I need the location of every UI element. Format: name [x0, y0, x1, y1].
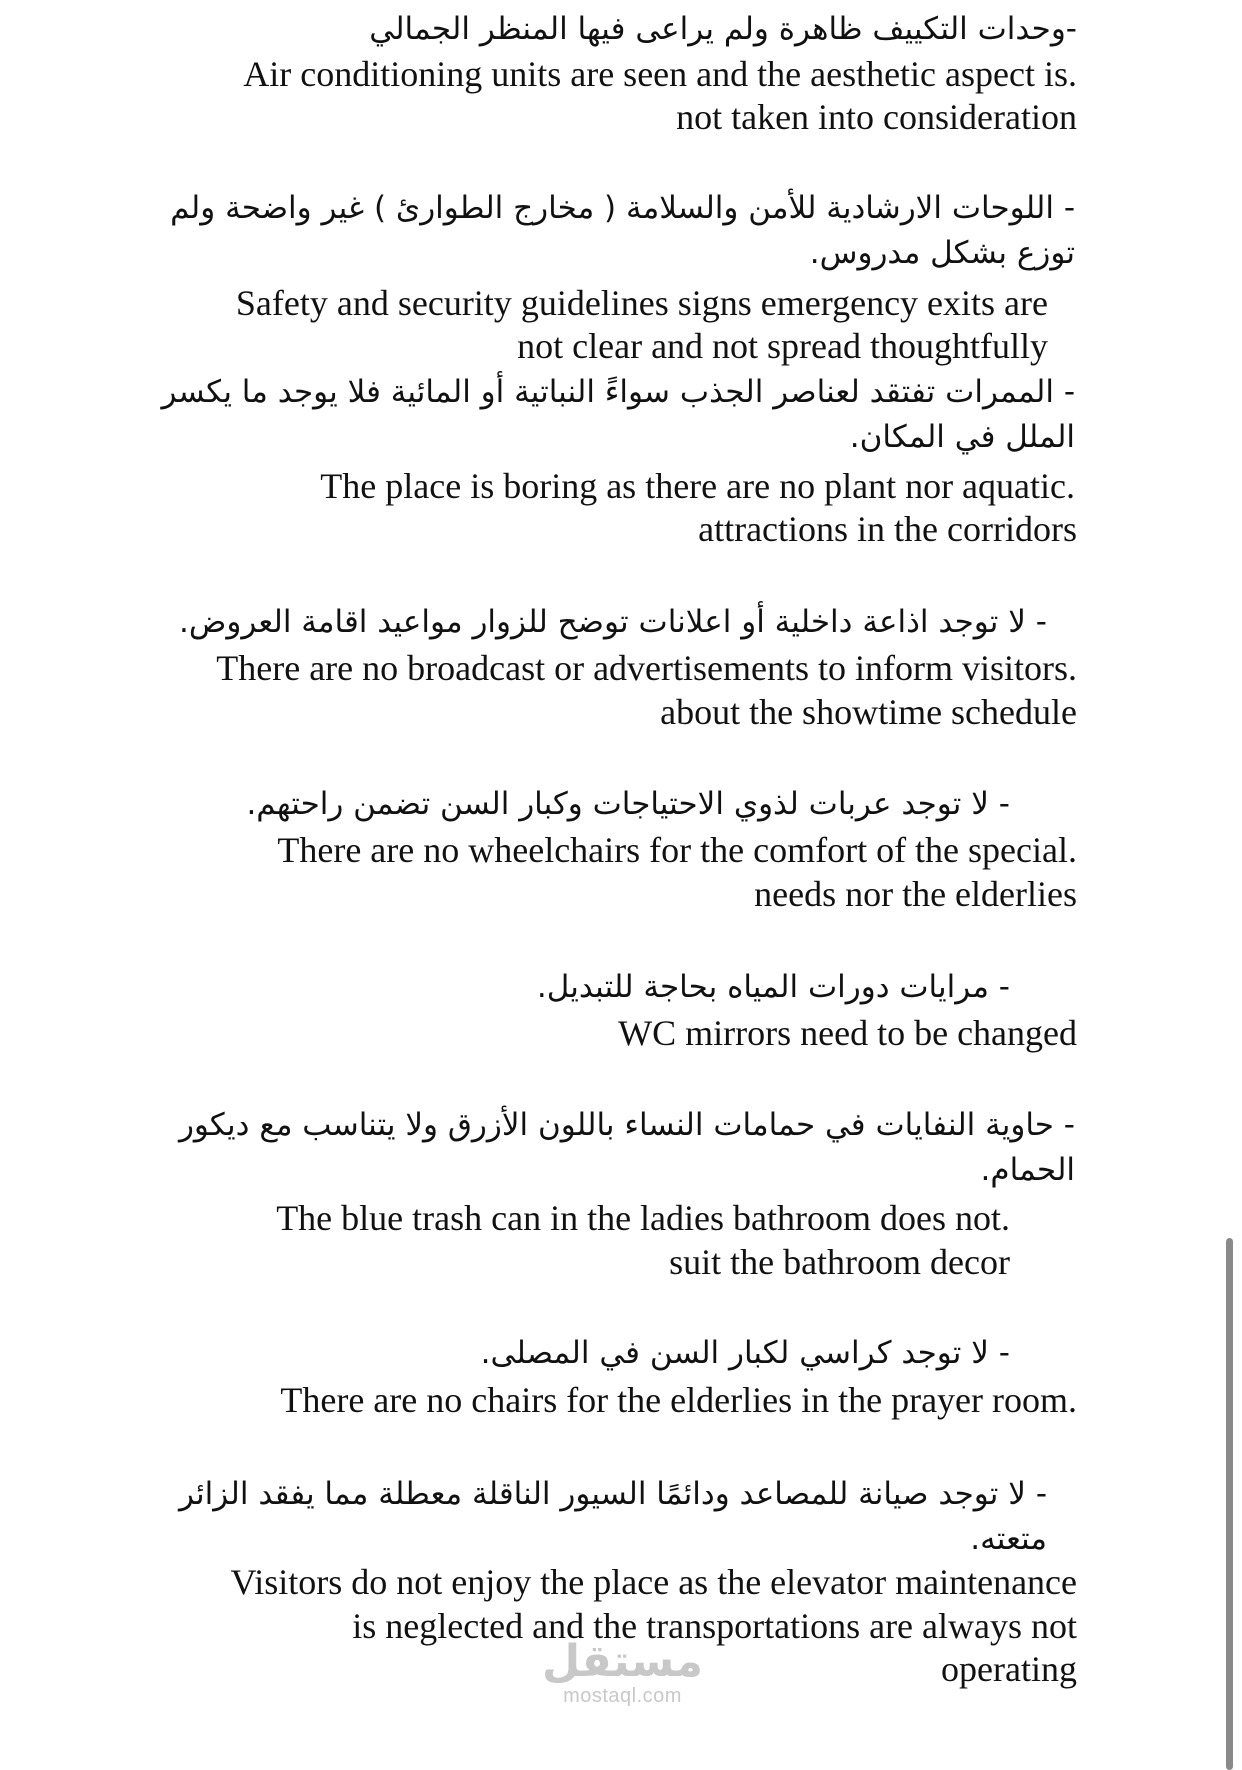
- watermark-url: mostaql.com: [563, 1685, 682, 1707]
- item-1-arabic-line-1: -وحدات التكييف ظاهرة ولم يراعى فيها المنظر الجمالي: [369, 11, 1077, 47]
- item-3-english-line-2: attractions in the corridors: [698, 509, 1077, 549]
- item-5-english-line-1: There are no wheelchairs for the comfort of the special.: [277, 830, 1077, 870]
- item-3-english-line-1: The place is boring as there are no plant nor aquatic.: [320, 466, 1075, 506]
- item-2-english-line-1: Safety and security guidelines signs emergency exits are: [235, 283, 1048, 323]
- item-4-english-line-2: about the showtime schedule: [660, 692, 1077, 732]
- item-4-english-line-1: There are no broadcast or advertisements to inform visitors.: [216, 648, 1077, 688]
- item-1-english-line-2: not taken into consideration: [676, 97, 1077, 137]
- vertical-scrollbar[interactable]: [1226, 1238, 1233, 1770]
- item-2-arabic-line-1: - اللوحات الارشادية للأمن والسلامة ( مخارج الطوارئ ) غير واضحة ولم: [170, 190, 1075, 226]
- item-6-english-line-1: WC mirrors need to be changed: [618, 1013, 1077, 1053]
- item-9-arabic-line-1: - لا توجد صيانة للمصاعد ودائمًا السيور الناقلة معطلة مما يفقد الزائر: [178, 1476, 1047, 1512]
- item-8-arabic-line-1: - لا توجد كراسي لكبار السن في المصلى.: [480, 1335, 1010, 1371]
- mostaql-watermark: [540, 1636, 705, 1707]
- item-1-english-line-1: Air conditioning units are seen and the aesthetic aspect is.: [243, 54, 1077, 94]
- item-3-arabic-line-2: الملل في المكان.: [849, 419, 1075, 455]
- item-9-english-line-2: is neglected and the transportations are always not: [352, 1606, 1077, 1646]
- item-7-arabic-line-1: - حاوية النفايات في حمامات النساء باللون الأزرق ولا يتناسب مع ديكور: [178, 1107, 1075, 1143]
- item-9-english-line-3: operating: [941, 1649, 1077, 1689]
- item-2-english-line-2: not clear and not spread thoughtfully: [517, 326, 1048, 366]
- item-8-english-line-1: There are no chairs for the elderlies in the prayer room.: [280, 1380, 1077, 1420]
- item-7-arabic-line-2: الحمام.: [980, 1152, 1075, 1188]
- item-5-english-line-2: needs nor the elderlies: [754, 874, 1077, 914]
- item-6-arabic-line-1: - مرايات دورات المياه بحاجة للتبديل.: [536, 969, 1010, 1005]
- watermark-logo: مستقل: [542, 1636, 703, 1687]
- item-7-english-line-2: suit the bathroom decor: [669, 1242, 1010, 1282]
- item-5-arabic-line-1: - لا توجد عربات لذوي الاحتياجات وكبار السن تضمن راحتهم.: [246, 786, 1010, 822]
- item-3-arabic-line-1: - الممرات تفتقد لعناصر الجذب سواءً النباتية أو المائية فلا يوجد ما يكسر: [161, 374, 1075, 410]
- item-2-arabic-line-2: توزع بشكل مدروس.: [809, 235, 1075, 271]
- item-7-english-line-1: The blue trash can in the ladies bathroom does not.: [276, 1198, 1010, 1238]
- item-9-arabic-line-2: متعته.: [970, 1521, 1047, 1557]
- item-9-english-line-1: Visitors do not enjoy the place as the elevator maintenance: [230, 1562, 1077, 1602]
- item-4-arabic-line-1: - لا توجد اذاعة داخلية أو اعلانات توضح للزوار مواعيد اقامة العروض.: [179, 604, 1047, 640]
